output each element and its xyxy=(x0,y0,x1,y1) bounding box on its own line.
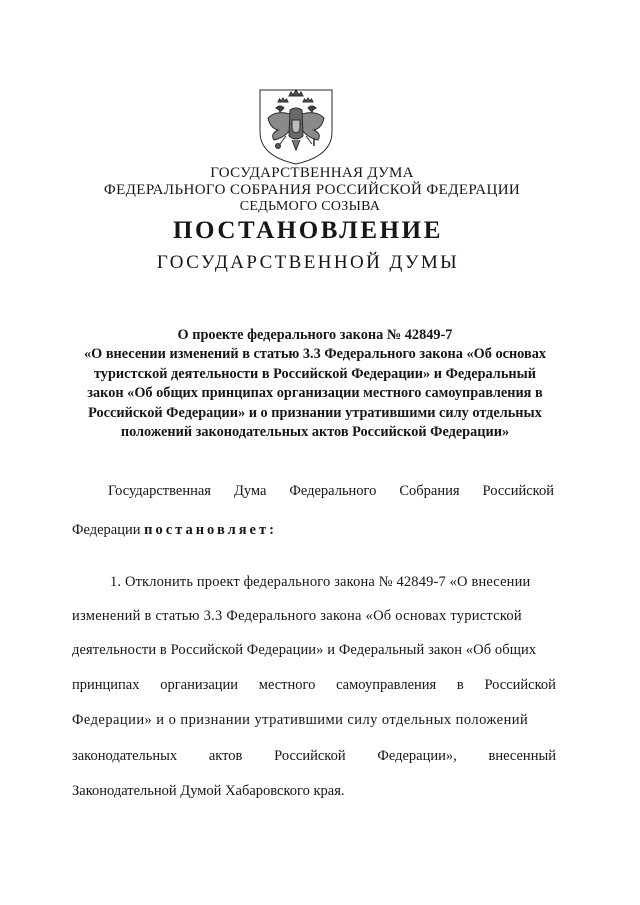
item1-word: Российской xyxy=(484,677,556,693)
item1-word: актов xyxy=(208,748,243,764)
org-name-line-1: ГОСУДАРСТВЕННАЯ ДУМА xyxy=(210,165,414,181)
subject-line: положений законодательных актов Российской Федерации» xyxy=(120,424,510,441)
item1-word: принципах xyxy=(72,677,140,693)
item1-word: организации xyxy=(160,677,239,693)
preamble-subject: Федерации xyxy=(72,522,141,538)
preamble-word: Дума xyxy=(233,483,267,499)
item1-line-5: Федерации» и о признании утратившими силу отдельных положений xyxy=(72,712,529,728)
item1-line-7: Законодательной Думой Хабаровского края. xyxy=(72,783,345,799)
item1-line-3: деятельности в Российской Федерации» и Федеральный закон «Об общих xyxy=(72,642,537,658)
item1-word: самоуправления xyxy=(336,677,437,693)
preamble-word: Собрания xyxy=(399,483,460,499)
item1-line-4 xyxy=(72,677,556,694)
preamble-line-2 xyxy=(72,522,556,539)
item1-line-6 xyxy=(72,748,556,765)
preamble-word: Государственная xyxy=(108,483,211,499)
issuer-title: ГОСУДАРСТВЕННОЙ ДУМЫ xyxy=(156,252,460,273)
decree-keyword: постановляет: xyxy=(144,522,277,538)
item1-word: в xyxy=(456,677,464,693)
subject-line: О проекте федерального закона № 42849-7 xyxy=(177,327,453,343)
coat-of-arms-icon xyxy=(256,84,336,166)
subject-line: Российской Федерации» и о признании утратившими силу отдельных xyxy=(88,404,542,421)
item1-word: законодательных xyxy=(72,748,178,764)
item1-line-1: 1. Отклонить проект федерального закона № 42849-7 «О внесении xyxy=(110,574,531,590)
document-subject xyxy=(60,326,570,442)
item1-line-2: изменений в статью 3.3 Федерального закона «Об основах туристской xyxy=(72,608,522,624)
subject-line: закон «Об общих принципах организации местного самоуправления в xyxy=(87,385,543,402)
preamble-word: Российской xyxy=(482,483,554,499)
item1-word: Федерации», xyxy=(377,748,457,764)
subject-line: туристской деятельности в Российской Федерации» и Федеральный xyxy=(93,365,537,382)
item1-word: Российской xyxy=(274,748,346,764)
preamble-word: Федерального xyxy=(289,483,377,499)
item1-word: местного xyxy=(258,677,316,693)
subject-line: «О внесении изменений в статью 3.3 Федерального закона «Об основах xyxy=(83,346,546,363)
convocation: СЕДЬМОГО СОЗЫВА xyxy=(239,199,381,214)
preamble-line-1 xyxy=(108,483,554,500)
item1-word: внесенный xyxy=(488,748,556,764)
document-type-title: ПОСТАНОВЛЕНИЕ xyxy=(172,217,444,244)
org-name-line-2: ФЕДЕРАЛЬНОГО СОБРАНИЯ РОССИЙСКОЙ ФЕДЕРАЦИИ xyxy=(103,182,521,198)
